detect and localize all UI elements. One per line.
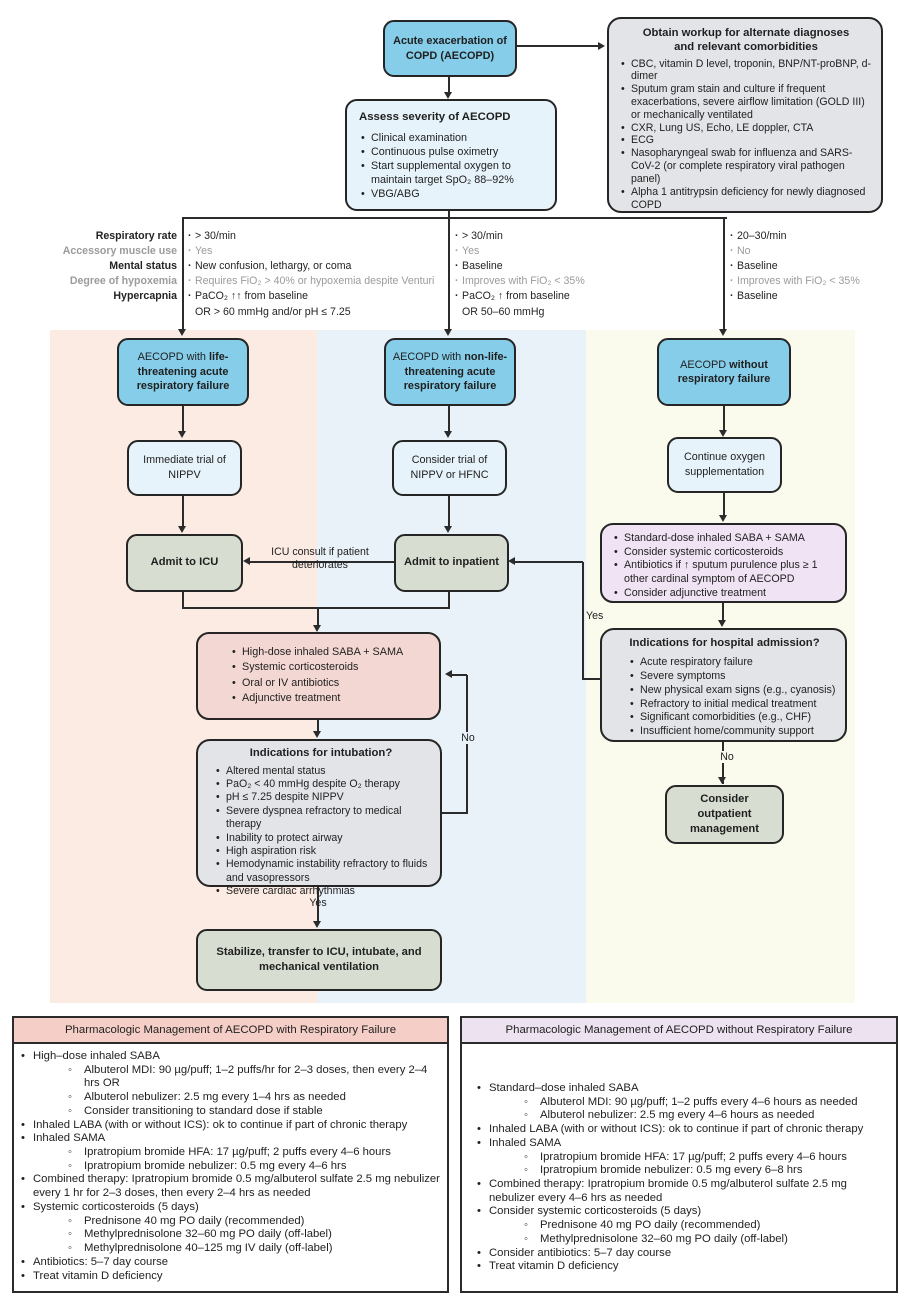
connector-line bbox=[584, 678, 601, 680]
connector-line bbox=[441, 812, 468, 814]
criteria-value: · Baseline bbox=[729, 260, 913, 275]
connector-line bbox=[182, 607, 450, 609]
node-high-dose-care bbox=[196, 632, 441, 720]
workup-item: • Nasopharyngeal swab for influenza and SARS-CoV-2 (or complete respiratory viral pathogen panel) bbox=[619, 147, 873, 185]
table-item: ◦ Albuterol nebulizer: 2.5 mg every 1–4 hrs as needed bbox=[20, 1091, 443, 1105]
table-item: • Systemic corticosteroids (5 days) bbox=[20, 1201, 443, 1215]
criteria-value: · New confusion, lethargy, or coma bbox=[187, 260, 457, 275]
criteria-value: · Yes bbox=[187, 245, 457, 260]
table-item: • Inhaled SAMA bbox=[476, 1137, 892, 1151]
table-item: • Combined therapy: Ipratropium bromide 0.5 mg/albuterol sulfate 2.5 mg nebulizer every 4–6 hrs as needed bbox=[476, 1178, 892, 1205]
intubation-item: • Inability to protect airway bbox=[214, 832, 434, 845]
criteria-value: · Improves with FiO₂ < 35% bbox=[729, 275, 913, 290]
criteria-value: · Baseline bbox=[729, 290, 913, 305]
edge-label-yes-admission: Yes bbox=[586, 610, 620, 622]
connector-line bbox=[317, 607, 319, 626]
assess-item: • Start supplemental oxygen to maintain target SpO₂ 88–92% bbox=[359, 160, 547, 188]
criteria-value: · No bbox=[729, 245, 913, 260]
table-item: • Consider antibiotics: 5–7 day course bbox=[476, 1247, 892, 1261]
node-non-life-threatening-bold: non-life-threatening acute respiratory failure bbox=[403, 351, 508, 393]
connector-line bbox=[182, 217, 184, 329]
connector-line bbox=[182, 496, 184, 527]
criteria-value: · 20–30/min bbox=[729, 230, 913, 245]
high-dose-item: • Adjunctive treatment bbox=[230, 691, 433, 706]
arrowhead-down-icon bbox=[178, 526, 186, 533]
assess-item: • VBG/ABG bbox=[359, 188, 547, 202]
connector-line bbox=[582, 562, 584, 680]
workup-item: • Sputum gram stain and culture if frequent exacerbations, severe airflow limitation (GOLD III) or mechanically ventilated bbox=[619, 83, 873, 121]
admission-item: • New physical exam signs (e.g., cyanosis) bbox=[628, 684, 839, 698]
table-item: • Treat vitamin D deficiency bbox=[476, 1260, 892, 1274]
arrowhead-down-icon bbox=[444, 92, 452, 99]
connector-line bbox=[452, 674, 467, 676]
workup-item: • ECG bbox=[619, 134, 873, 147]
criteria-value: · > 30/min bbox=[187, 230, 457, 245]
node-admit-icu: Admit to ICU bbox=[126, 534, 243, 592]
arrowhead-down-icon bbox=[718, 777, 726, 784]
arrowhead-left-icon bbox=[445, 670, 452, 678]
connector-line bbox=[517, 45, 599, 47]
connector-line bbox=[448, 496, 450, 527]
connector-line bbox=[182, 406, 184, 432]
high-dose-item: • High-dose inhaled SABA + SAMA bbox=[230, 645, 433, 660]
connector-line bbox=[723, 493, 725, 516]
admission-item: • Acute respiratory failure bbox=[628, 656, 839, 670]
table-item: ◦ Ipratropium bromide HFA: 17 µg/puff; 2 puffs every 4–6 hours bbox=[20, 1146, 443, 1160]
edge-label-icu-consult-line2: deteriorates bbox=[292, 559, 348, 571]
arrowhead-down-icon bbox=[178, 329, 186, 336]
table-item: • Inhaled LABA (with or without ICS): ok to continue if part of chronic therapy bbox=[20, 1119, 443, 1133]
node-immediate-nippv: Immediate trial of NIPPV bbox=[127, 440, 242, 496]
table-pharm-with-failure-body bbox=[14, 1044, 447, 1289]
criteria-label-hypoxemia: Degree of hypoxemia bbox=[69, 275, 177, 287]
node-assess-severity bbox=[345, 99, 557, 211]
criteria-value: · PaCO₂ ↑ from baseline bbox=[454, 290, 724, 305]
connector-line bbox=[722, 602, 724, 621]
edge-label-icu-consult-line1: ICU consult if patient bbox=[271, 546, 369, 558]
node-stabilize-transfer-icu: Stabilize, transfer to ICU, intubate, and mechanical ventilation bbox=[196, 929, 442, 991]
intubation-item: • Severe dyspnea refractory to medical therapy bbox=[214, 805, 434, 832]
criteria-value: · Requires FiO₂ > 40% or hypoxemia despite Venturi bbox=[187, 275, 457, 290]
table-pharm-with-failure bbox=[12, 1016, 449, 1293]
assess-item: • Continuous pulse oximetry bbox=[359, 146, 547, 160]
node-without-failure-bold: without respiratory failure bbox=[677, 358, 771, 385]
arrowhead-down-icon bbox=[313, 921, 321, 928]
arrowhead-left-icon bbox=[243, 557, 250, 565]
table-item: • Combined therapy: Ipratropium bromide 0.5 mg/albuterol sulfate 2.5 mg nebulizer every 1 hr for 2–3 doses, then every 2–4 hrs as needed bbox=[20, 1173, 443, 1200]
standard-care-item: • Standard-dose inhaled SABA + SAMA bbox=[612, 532, 839, 546]
connector-line bbox=[182, 217, 727, 219]
table-item: • Treat vitamin D deficiency bbox=[20, 1270, 443, 1284]
assess-item: • Clinical examination bbox=[359, 132, 547, 146]
table-pharm-without-failure bbox=[460, 1016, 898, 1293]
connector-line bbox=[448, 592, 450, 608]
node-life-threatening bbox=[117, 338, 249, 406]
criteria-value: · Improves with FiO₂ < 35% bbox=[454, 275, 724, 290]
table-item: • Inhaled LABA (with or without ICS): ok to continue if part of chronic therapy bbox=[476, 1123, 892, 1137]
arrowhead-down-icon bbox=[719, 430, 727, 437]
arrowhead-left-icon bbox=[508, 557, 515, 565]
node-intubation-indications bbox=[196, 739, 442, 897]
workup-item: • Alpha 1 antitrypsin deficiency for newly diagnosed COPD bbox=[619, 186, 873, 212]
arrowhead-down-icon bbox=[313, 625, 321, 632]
criteria-value: · > 30/min bbox=[454, 230, 724, 245]
criteria-label-hypercapnia: Hypercapnia bbox=[113, 290, 177, 302]
table-pharm-without-failure-title: Pharmacologic Management of AECOPD without Respiratory Failure bbox=[462, 1018, 896, 1044]
criteria-label-accessory-muscle: Accessory muscle use bbox=[62, 245, 177, 257]
criteria-value: · PaCO₂ ↑↑ from baseline bbox=[187, 290, 457, 305]
table-item: ◦ Ipratropium bromide HFA: 17 µg/puff; 2 puffs every 4–6 hours bbox=[476, 1151, 892, 1165]
admission-title: Indications for hospital admission? bbox=[629, 637, 820, 649]
node-without-failure bbox=[657, 338, 791, 406]
admission-item: • Insufficient home/community support bbox=[628, 725, 839, 739]
high-dose-item: • Oral or IV antibiotics bbox=[230, 676, 433, 691]
node-life-threatening-pre: AECOPD with bbox=[137, 351, 210, 364]
edge-label-icu-consult bbox=[256, 546, 384, 572]
arrowhead-down-icon bbox=[444, 431, 452, 438]
admission-item: • Refractory to initial medical treatment bbox=[628, 698, 839, 712]
table-item: ◦ Consider transitioning to standard dose if stable bbox=[20, 1105, 443, 1119]
standard-care-item: • Consider systemic corticosteroids bbox=[612, 546, 839, 560]
table-item: ◦ Albuterol nebulizer: 2.5 mg every 4–6 hours as needed bbox=[476, 1109, 892, 1123]
workup-item: • CXR, Lung US, Echo, LE doppler, CTA bbox=[619, 122, 873, 135]
node-acute-aecopd: Acute exacerbation of COPD (AECOPD) bbox=[383, 20, 517, 77]
intubation-item: • PaO₂ < 40 mmHg despite O₂ therapy bbox=[214, 778, 434, 791]
table-item: • High–dose inhaled SABA bbox=[20, 1050, 443, 1064]
arrowhead-down-icon bbox=[444, 329, 452, 336]
table-pharm-with-failure-title: Pharmacologic Management of AECOPD with Respiratory Failure bbox=[14, 1018, 447, 1044]
standard-care-item: • Consider adjunctive treatment bbox=[612, 587, 839, 601]
node-admit-inpatient: Admit to inpatient bbox=[394, 534, 509, 592]
standard-care-item: • Antibiotics if ↑ sputum purulence plus ≥ 1 other cardinal symptom of AECOPD bbox=[612, 559, 839, 586]
node-continue-oxygen: Continue oxygen supplementation bbox=[667, 437, 782, 493]
table-item: ◦ Albuterol MDI: 90 µg/puff; 1–2 puffs every 4–6 hours as needed bbox=[476, 1096, 892, 1110]
arrowhead-down-icon bbox=[719, 329, 727, 336]
criteria-label-mental-status: Mental status bbox=[109, 260, 177, 272]
arrowhead-down-icon bbox=[178, 431, 186, 438]
intubation-item: • Severe cardiac arrhythmias bbox=[214, 885, 434, 898]
arrowhead-down-icon bbox=[313, 731, 321, 738]
edge-label-no-intubation: No bbox=[455, 732, 481, 744]
connector-line bbox=[448, 77, 450, 92]
workup-item: • CBC, vitamin D level, troponin, BNP/NT-proBNP, d-dimer bbox=[619, 58, 873, 84]
table-item: • Standard–dose inhaled SABA bbox=[476, 1082, 892, 1096]
intubation-item: • Altered mental status bbox=[214, 765, 434, 778]
node-consider-nippv-hfnc: Consider trial of NIPPV or HFNC bbox=[392, 440, 507, 496]
arrowhead-down-icon bbox=[444, 526, 452, 533]
node-consider-outpatient: Consider outpatient management bbox=[665, 785, 784, 844]
table-item: • Antibiotics: 5–7 day course bbox=[20, 1256, 443, 1270]
table-item: ◦ Prednisone 40 mg PO daily (recommended) bbox=[476, 1219, 892, 1233]
table-item: ◦ Ipratropium bromide nebulizer: 0.5 mg every 4–6 hrs bbox=[20, 1160, 443, 1174]
table-pharm-without-failure-body bbox=[462, 1044, 896, 1280]
workup-title-line1: Obtain workup for alternate diagnoses bbox=[642, 27, 850, 39]
edge-label-no-admission: No bbox=[712, 751, 742, 763]
high-dose-item: • Systemic corticosteroids bbox=[230, 660, 433, 675]
table-item: ◦ Ipratropium bromide nebulizer: 0.5 mg every 6–8 hrs bbox=[476, 1164, 892, 1178]
node-life-threatening-bold: life-threatening acute respiratory failure bbox=[136, 351, 230, 393]
table-item: • Inhaled SAMA bbox=[20, 1132, 443, 1146]
edge-label-yes-intubation: Yes bbox=[309, 897, 327, 909]
node-workup bbox=[607, 17, 883, 213]
criteria-label-respiratory-rate: Respiratory rate bbox=[95, 230, 177, 242]
table-item: • Consider systemic corticosteroids (5 days) bbox=[476, 1205, 892, 1219]
connector-line bbox=[448, 406, 450, 432]
intubation-item: • Hemodynamic instability refractory to fluids and vasopressors bbox=[214, 858, 434, 885]
connector-line bbox=[182, 592, 184, 608]
table-item: ◦ Albuterol MDI: 90 µg/puff; 1–2 puffs/hr for 2–3 doses, then every 2–4 hrs OR bbox=[20, 1064, 443, 1091]
table-item: ◦ Methylprednisolone 32–60 mg PO daily (off-label) bbox=[20, 1228, 443, 1242]
workup-title-line2: and relevant comorbidities bbox=[674, 40, 818, 53]
criteria-value: · Yes bbox=[454, 245, 724, 260]
intubation-item: • High aspiration risk bbox=[214, 845, 434, 858]
node-admission-indications bbox=[600, 628, 847, 742]
node-standard-care bbox=[600, 523, 847, 603]
criteria-value-extra: OR 50–60 mmHg bbox=[462, 306, 545, 318]
node-non-life-threatening bbox=[384, 338, 516, 406]
table-item: ◦ Prednisone 40 mg PO daily (recommended) bbox=[20, 1215, 443, 1229]
admission-item: • Severe symptoms bbox=[628, 670, 839, 684]
admission-item: • Significant comorbidities (e.g., CHF) bbox=[628, 711, 839, 725]
arrowhead-down-icon bbox=[718, 620, 726, 627]
intubation-title: Indications for intubation? bbox=[249, 747, 393, 759]
criteria-value: · Baseline bbox=[454, 260, 724, 275]
connector-line bbox=[466, 675, 468, 814]
table-item: ◦ Methylprednisolone 40–125 mg IV daily (off-label) bbox=[20, 1242, 443, 1256]
criteria-value-extra: OR > 60 mmHg and/or pH ≤ 7.25 bbox=[195, 306, 351, 318]
assess-title: Assess severity of AECOPD bbox=[359, 111, 511, 123]
connector-line bbox=[723, 405, 725, 431]
connector-line bbox=[515, 561, 583, 563]
arrowhead-right-icon bbox=[598, 42, 605, 50]
node-without-failure-pre: AECOPD bbox=[680, 358, 730, 371]
arrowhead-down-icon bbox=[719, 515, 727, 522]
node-non-life-threatening-pre: AECOPD with bbox=[392, 351, 465, 364]
table-item: ◦ Methylprednisolone 32–60 mg PO daily (off-label) bbox=[476, 1233, 892, 1247]
intubation-item: • pH ≤ 7.25 despite NIPPV bbox=[214, 791, 434, 804]
